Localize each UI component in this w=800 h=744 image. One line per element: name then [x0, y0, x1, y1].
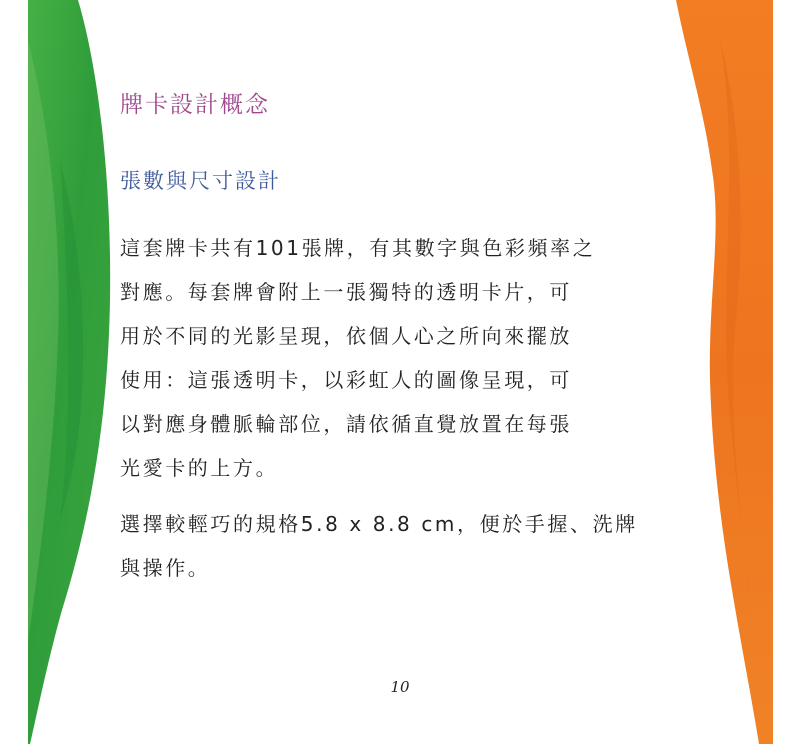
section-heading: 牌卡設計概念 [120, 92, 270, 118]
paragraph-line: 以對應身體脈輪部位，請依循直覺放置在每張 [120, 412, 572, 436]
right-orange-band [676, 0, 773, 744]
body-paragraph-cards [120, 226, 680, 490]
paragraph-line: 使用：這張透明卡，以彩虹人的圖像呈現，可 [120, 368, 572, 392]
paragraph-line: 選擇較輕巧的規格5.8 x 8.8 cm，便於手握、洗牌 [120, 512, 638, 536]
paragraph-line: 與操作。 [120, 556, 211, 580]
paragraph-line: 光愛卡的上方。 [120, 456, 279, 480]
page-number: 10 [390, 678, 410, 696]
section-subheading: 張數與尺寸設計 [120, 169, 281, 193]
paragraph-line: 這套牌卡共有101張牌，有其數字與色彩頻率之 [120, 236, 596, 260]
body-paragraph-size [120, 502, 680, 590]
paragraph-line: 用於不同的光影呈現，依個人心之所向來擺放 [120, 324, 572, 348]
paragraph-line: 對應。每套牌會附上一張獨特的透明卡片，可 [120, 280, 572, 304]
